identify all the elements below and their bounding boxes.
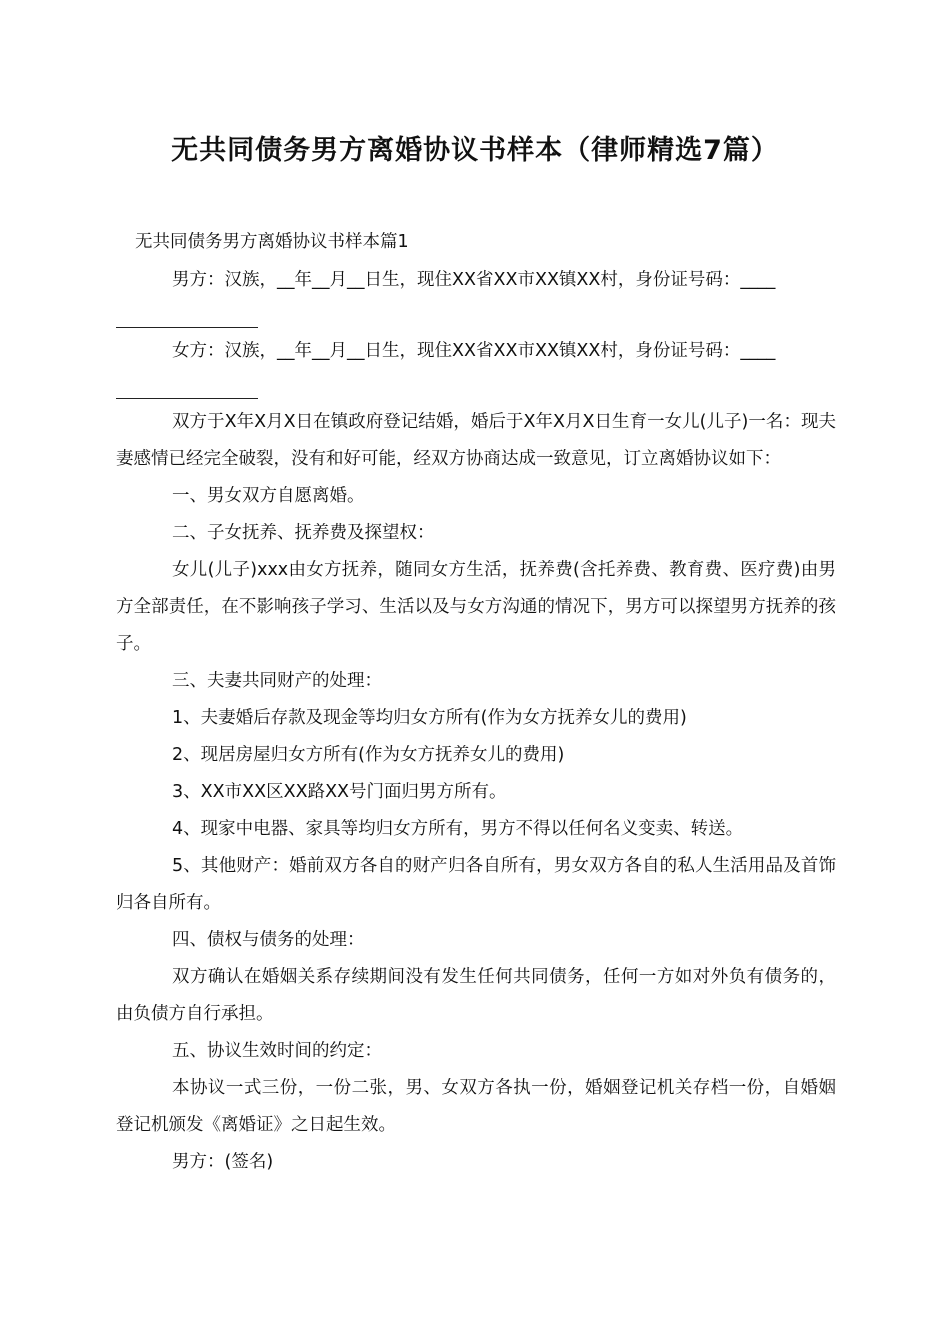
document-body <box>116 262 836 1181</box>
clause-heading: 一、男女双方自愿离婚。 <box>172 486 365 506</box>
section-heading: 无共同债务男方离婚协议书样本篇1 <box>135 232 409 252</box>
list-item: 1、夫妻婚后存款及现金等均归女方所有(作为女方抚养女儿的费用) <box>172 708 687 728</box>
clause-heading: 二、子女抚养、抚养费及探望权： <box>172 523 435 543</box>
list-item: 3、XX市XX区XX路XX号门面归男方所有。 <box>172 782 507 802</box>
clause-heading: 四、债权与债务的处理： <box>172 930 365 950</box>
signature-line-male: 男方：(签名) <box>172 1152 274 1172</box>
list-item: 4、现家中电器、家具等均归女方所有，男方不得以任何名义变卖、转送。 <box>172 819 744 839</box>
paragraph-effective-date: 本协议一式三份，一份二张，男、女双方各执一份，婚姻登记机关存档一份，自婚姻登记机颁发《离婚证》之日起生效。 <box>116 1078 836 1135</box>
clause-heading: 三、夫妻共同财产的处理： <box>172 671 382 691</box>
document-title: 无共同债务男方离婚协议书样本（律师精选7篇） <box>171 135 779 166</box>
id-number-blank-line <box>116 299 258 328</box>
paragraph-female-party: 女方：汉族，__年__月__日生，现住XX省XX市XX镇XX村，身份证号码：____ <box>172 341 776 361</box>
clause-heading: 五、协议生效时间的约定： <box>172 1041 382 1061</box>
list-item: 5、其他财产：婚前双方各自的财产归各自所有，男女双方各自的私人生活用品及首饰归各自所有。 <box>116 856 836 913</box>
paragraph-child-custody: 女儿(儿子)xxx由女方抚养，随同女方生活，抚养费(含托养费、教育费、医疗费)由男方全部责任，在不影响孩子学习、生活以及与女方沟通的情况下，男方可以探望男方抚养的孩子。 <box>116 560 836 654</box>
paragraph-marriage-background: 双方于X年X月X日在镇政府登记结婚，婚后于X年X月X日生育一女儿(儿子)一名：现夫妻感情已经完全破裂，没有和好可能，经双方协商达成一致意见，订立离婚协议如下： <box>116 412 836 469</box>
paragraph-male-party: 男方：汉族，__年__月__日生，现住XX省XX市XX镇XX村，身份证号码：____ <box>172 270 776 290</box>
paragraph-debts: 双方确认在婚姻关系存续期间没有发生任何共同债务，任何一方如对外负有债务的，由负债方自行承担。 <box>116 967 836 1024</box>
id-number-blank-line <box>116 370 258 399</box>
list-item: 2、现居房屋归女方所有(作为女方抚养女儿的费用) <box>172 745 565 765</box>
